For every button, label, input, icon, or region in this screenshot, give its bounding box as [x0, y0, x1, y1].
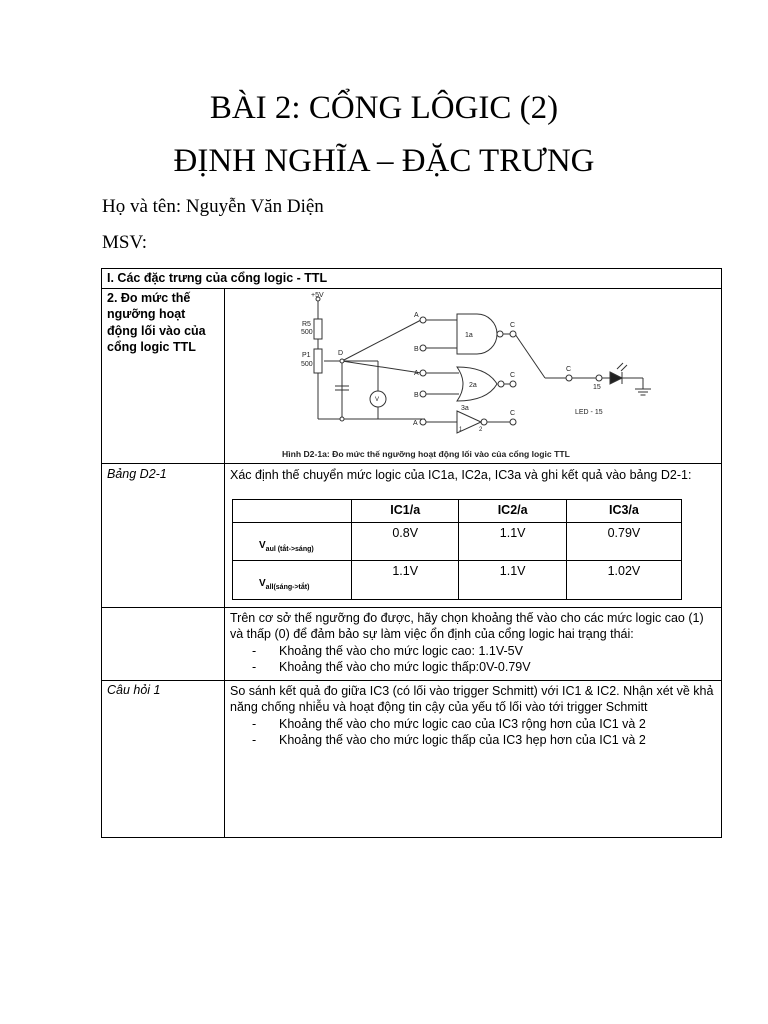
value-cell: 1.1V	[352, 561, 459, 600]
vaul-label	[237, 525, 347, 559]
measurement-cell	[225, 463, 722, 607]
row-label	[102, 680, 225, 837]
node-d-label: D	[338, 349, 344, 357]
r5-value: 500	[301, 328, 313, 336]
list-item: - Khoảng thế vào cho mức logic cao của IC3 rộng hơn của IC1 và 2	[252, 716, 716, 733]
range-cell	[225, 607, 722, 680]
r5-label: R5	[302, 320, 311, 328]
row-label-text: Câu hỏi 1	[107, 682, 161, 697]
page-subtitle: ĐỊNH NGHĨA – ĐẶC TRƯNG	[173, 143, 595, 179]
gate2-label: 2a	[469, 381, 477, 389]
row-label-text: Bảng D2-1	[107, 466, 167, 481]
value-cell: 1.1V	[459, 561, 566, 600]
vall-label-sub: all(sáng->tắt)	[265, 584, 310, 591]
report-table	[101, 268, 722, 838]
question-text: So sánh kết quả đo giữa IC3 (có lối vào trigger Schmitt) với IC1 & IC2. Nhận xét về khả năng chống nhiễu và hoạt động tin cậy của yếu tố lối vào tới trigger Schmitt	[230, 683, 714, 714]
list-item: - Khoảng thế vào cho mức logic cao: 1.1V-5V	[252, 643, 716, 660]
question-cell	[225, 680, 722, 837]
measurement-row	[233, 561, 682, 600]
list-item: - Khoảng thế vào cho mức logic thấp:0V-0.79V	[252, 659, 716, 676]
vaul-label-sub: aul (tắt->sáng)	[265, 545, 314, 553]
pin-a-label: A	[414, 311, 419, 319]
pin-c-label: C	[510, 371, 516, 379]
pin-2-label: 2	[479, 426, 483, 433]
measurement-table	[232, 499, 682, 600]
circuit-diagram	[225, 289, 721, 463]
header-cell: IC3/a	[566, 499, 681, 522]
pin-a-label: A	[413, 419, 418, 427]
table-row	[102, 607, 722, 680]
value-cell: 0.79V	[566, 522, 681, 561]
pin-15-label: 15	[593, 383, 601, 391]
pin-b-label: B	[414, 391, 419, 399]
pin-c-label: C	[566, 365, 572, 373]
range-list	[230, 643, 716, 676]
header-cell	[233, 499, 352, 522]
table-row	[102, 680, 722, 837]
value-cell: 1.1V	[459, 522, 566, 561]
row-label-text: 2. Đo mức thế ngưỡng hoạt động lối vào của cổng logic TTL	[107, 290, 206, 354]
supply-label: +5V	[311, 291, 324, 299]
student-name: Họ và tên: Nguyễn Văn Diện	[102, 196, 324, 217]
instruction-text: Xác định thế chuyển mức logic của IC1a, IC2a, IC3a và ghi kết quả vào bảng D2-1:	[230, 467, 692, 482]
vaul-label-main: V	[259, 539, 266, 551]
value-cell: 1.02V	[566, 561, 681, 600]
list-item: - Khoảng thế vào cho mức logic thấp của IC3 hẹp hơn của IC1 và 2	[252, 732, 716, 749]
figure-caption: Hình D2-1a: Đo mức thế ngưỡng hoạt động lối vào của cổng logic TTL	[282, 448, 570, 459]
led-label: LED - 15	[575, 408, 603, 416]
pin-c-label: C	[510, 321, 516, 329]
gate3-label: 3a	[461, 404, 469, 412]
table-row	[102, 463, 722, 607]
value-cell: 0.8V	[352, 522, 459, 561]
answer-list	[230, 716, 716, 749]
voltmeter-label: V	[375, 396, 380, 403]
header-cell: IC2/a	[459, 499, 566, 522]
gate1-label: 1a	[465, 331, 473, 339]
row-label	[102, 607, 225, 680]
range-question-text: Trên cơ sở thế ngưỡng đo được, hãy chọn khoảng thế vào cho các mức logic cao (1) và thấp (0) để đảm bảo sự làm việc ổn định của cổng logic hai trạng thái:	[230, 610, 704, 641]
student-id: MSV:	[102, 232, 148, 253]
header-cell: IC1/a	[352, 499, 459, 522]
section-header-row	[102, 269, 722, 289]
row-header-cell	[233, 561, 352, 600]
vall-label-main: V	[259, 578, 266, 589]
row-label	[102, 288, 225, 463]
page-title: BÀI 2: CỔNG LÔGIC (2)	[209, 90, 559, 126]
table-row	[102, 288, 722, 463]
p1-label: P1	[302, 351, 311, 359]
pin-1-label: 1	[459, 426, 463, 433]
row-label	[102, 463, 225, 607]
pin-c-label: C	[510, 409, 516, 417]
measurement-header-row	[233, 499, 682, 522]
section-header-text: I. Các đặc trưng của cổng logic - TTL	[107, 271, 328, 285]
section-header	[102, 269, 722, 289]
circuit-cell	[225, 288, 722, 463]
row-header-cell	[233, 522, 352, 561]
vall-label	[237, 563, 347, 597]
pin-a-label: A	[414, 369, 419, 377]
p1-value: 500	[301, 360, 313, 368]
pin-b-label: B	[414, 345, 419, 353]
measurement-row	[233, 522, 682, 561]
